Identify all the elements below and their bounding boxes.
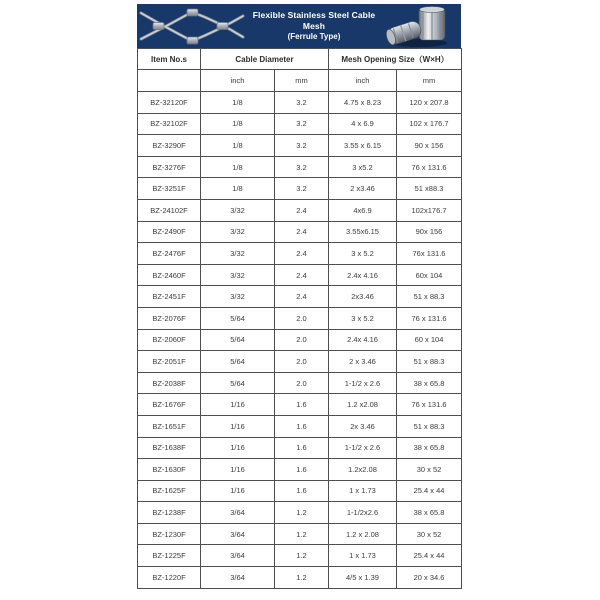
mesh-mm-cell: 90x 156 [397, 221, 462, 243]
ferrule-photo-icon [381, 4, 461, 48]
table-row [138, 221, 462, 243]
mesh-mm-cell: 25.4 x 44 [397, 480, 462, 502]
item-no-cell: BZ-1220F [138, 567, 201, 589]
mesh-inch-cell: 3 x5.2 [329, 156, 397, 178]
item-no-cell: BZ-1230F [138, 523, 201, 545]
table-row [138, 264, 462, 286]
subheader-mesh-mm: mm [397, 70, 462, 92]
item-no-cell: BZ-2051F [138, 351, 201, 373]
header-mesh-opening: Mesh Opening Size（W×H） [329, 49, 462, 70]
item-no-cell: BZ-2451F [138, 286, 201, 308]
item-no-cell: BZ-24102F [138, 199, 201, 221]
subheader-cable-inch: inch [201, 70, 275, 92]
product-spec-sheet [137, 4, 461, 589]
cable-mm-cell: 2.4 [275, 243, 329, 265]
table-row [138, 156, 462, 178]
table-row [138, 199, 462, 221]
cable-mm-cell: 2.4 [275, 221, 329, 243]
table-row [138, 394, 462, 416]
banner-title-line2: (Ferrule Type) [287, 32, 341, 42]
table-row [138, 92, 462, 114]
cable-mm-cell: 3.2 [275, 135, 329, 157]
cable-mm-cell: 2.0 [275, 307, 329, 329]
cable-inch-cell: 3/32 [201, 221, 275, 243]
cable-inch-cell: 1/16 [201, 480, 275, 502]
mesh-mm-cell: 38 x 65.8 [397, 437, 462, 459]
table-row [138, 459, 462, 481]
header-cable-diameter: Cable Diameter [201, 49, 329, 70]
mesh-mm-cell: 60 x 104 [397, 329, 462, 351]
table-body [138, 92, 462, 589]
item-no-cell: BZ-1651F [138, 415, 201, 437]
cable-inch-cell: 1/8 [201, 135, 275, 157]
cable-mm-cell: 1.6 [275, 394, 329, 416]
mesh-inch-cell: 4/5 x 1.39 [329, 567, 397, 589]
table-row [138, 567, 462, 589]
mesh-mm-cell: 30 x 52 [397, 459, 462, 481]
cable-mm-cell: 2.0 [275, 329, 329, 351]
item-no-cell: BZ-2076F [138, 307, 201, 329]
item-no-cell: BZ-1630F [138, 459, 201, 481]
mesh-mm-cell: 102x176.7 [397, 199, 462, 221]
cable-inch-cell: 1/16 [201, 459, 275, 481]
table-row [138, 502, 462, 524]
cable-inch-cell: 1/16 [201, 415, 275, 437]
mesh-mm-cell: 51 x 88.3 [397, 286, 462, 308]
mesh-mm-cell: 76 x 131.6 [397, 156, 462, 178]
item-no-cell: BZ-1625F [138, 480, 201, 502]
table-row [138, 178, 462, 200]
cable-mm-cell: 1.6 [275, 415, 329, 437]
cable-mm-cell: 1.2 [275, 545, 329, 567]
table-row [138, 243, 462, 265]
item-no-cell: BZ-2038F [138, 372, 201, 394]
mesh-inch-cell: 4 x 6.9 [329, 113, 397, 135]
cable-inch-cell: 1/16 [201, 394, 275, 416]
mesh-mm-cell: 60x 104 [397, 264, 462, 286]
cable-mm-cell: 2.0 [275, 351, 329, 373]
mesh-inch-cell: 2 x3.46 [329, 178, 397, 200]
mesh-mm-cell: 102 x 176.7 [397, 113, 462, 135]
cable-mm-cell: 2.4 [275, 199, 329, 221]
banner-title-line1: Flexible Stainless Steel Cable Mesh [252, 10, 376, 32]
mesh-mm-cell: 20 x 34.6 [397, 567, 462, 589]
cable-inch-cell: 5/64 [201, 307, 275, 329]
item-no-cell: BZ-3276F [138, 156, 201, 178]
cable-inch-cell: 1/8 [201, 92, 275, 114]
table-row [138, 135, 462, 157]
table-row [138, 113, 462, 135]
banner [137, 4, 461, 48]
banner-title [247, 9, 381, 42]
cable-inch-cell: 3/64 [201, 502, 275, 524]
cable-inch-cell: 3/32 [201, 264, 275, 286]
mesh-inch-cell: 3 x 5.2 [329, 307, 397, 329]
cable-inch-cell: 3/32 [201, 243, 275, 265]
mesh-inch-cell: 1.2 x 2.08 [329, 523, 397, 545]
mesh-inch-cell: 1.2 x2.08 [329, 394, 397, 416]
cable-mm-cell: 3.2 [275, 178, 329, 200]
subheader-cable-mm: mm [275, 70, 329, 92]
mesh-inch-cell: 1-1/2 x 2.6 [329, 437, 397, 459]
cable-mm-cell: 1.6 [275, 437, 329, 459]
mesh-mm-cell: 25.4 x 44 [397, 545, 462, 567]
mesh-mm-cell: 51 x 88.3 [397, 351, 462, 373]
table-row [138, 480, 462, 502]
cable-mm-cell: 1.2 [275, 502, 329, 524]
mesh-inch-cell: 3.55 x 6.15 [329, 135, 397, 157]
table-header [138, 49, 462, 92]
item-no-cell: BZ-3251F [138, 178, 201, 200]
spec-table [137, 48, 462, 589]
item-no-cell: BZ-1225F [138, 545, 201, 567]
mesh-inch-cell: 1 x 1.73 [329, 545, 397, 567]
cable-mesh-icon [137, 4, 247, 48]
cable-inch-cell: 3/32 [201, 286, 275, 308]
table-row [138, 437, 462, 459]
mesh-mm-cell: 30 x 52 [397, 523, 462, 545]
cable-inch-cell: 1/16 [201, 437, 275, 459]
cable-inch-cell: 3/64 [201, 567, 275, 589]
mesh-inch-cell: 1 x 1.73 [329, 480, 397, 502]
cable-inch-cell: 5/64 [201, 329, 275, 351]
table-row [138, 351, 462, 373]
item-no-cell: BZ-2460F [138, 264, 201, 286]
item-no-cell: BZ-2476F [138, 243, 201, 265]
subheader-mesh-inch: inch [329, 70, 397, 92]
mesh-inch-cell: 1.2x2.08 [329, 459, 397, 481]
mesh-inch-cell: 1-1/2x2.6 [329, 502, 397, 524]
cable-mm-cell: 1.6 [275, 459, 329, 481]
cable-mm-cell: 3.2 [275, 113, 329, 135]
item-no-cell: BZ-32120F [138, 92, 201, 114]
table-row [138, 307, 462, 329]
item-no-cell: BZ-2060F [138, 329, 201, 351]
cable-inch-cell: 1/8 [201, 113, 275, 135]
cable-mm-cell: 1.2 [275, 567, 329, 589]
item-no-cell: BZ-32102F [138, 113, 201, 135]
cable-mm-cell: 3.2 [275, 92, 329, 114]
mesh-mm-cell: 120 x 207.8 [397, 92, 462, 114]
cable-inch-cell: 5/64 [201, 351, 275, 373]
mesh-mm-cell: 90 x 156 [397, 135, 462, 157]
mesh-inch-cell: 2x3.46 [329, 286, 397, 308]
mesh-inch-cell: 2x 3.46 [329, 415, 397, 437]
cable-mm-cell: 2.4 [275, 286, 329, 308]
header-empty-cell [138, 70, 201, 92]
item-no-cell: BZ-1676F [138, 394, 201, 416]
mesh-mm-cell: 76 x 131.6 [397, 394, 462, 416]
cable-inch-cell: 3/64 [201, 523, 275, 545]
mesh-mm-cell: 38 x 65.8 [397, 372, 462, 394]
mesh-inch-cell: 1-1/2 x 2.6 [329, 372, 397, 394]
cable-mm-cell: 3.2 [275, 156, 329, 178]
mesh-inch-cell: 2.4x 4.16 [329, 264, 397, 286]
table-row [138, 286, 462, 308]
mesh-mm-cell: 76x 131.6 [397, 243, 462, 265]
mesh-mm-cell: 38 x 65.8 [397, 502, 462, 524]
item-no-cell: BZ-3290F [138, 135, 201, 157]
table-row [138, 545, 462, 567]
item-no-cell: BZ-1238F [138, 502, 201, 524]
cable-inch-cell: 3/32 [201, 199, 275, 221]
mesh-inch-cell: 4.75 x 8.23 [329, 92, 397, 114]
cable-mm-cell: 2.4 [275, 264, 329, 286]
mesh-inch-cell: 3.55x6.15 [329, 221, 397, 243]
mesh-inch-cell: 4x6.9 [329, 199, 397, 221]
cable-inch-cell: 1/8 [201, 178, 275, 200]
cable-mm-cell: 1.2 [275, 523, 329, 545]
mesh-inch-cell: 3 x 5.2 [329, 243, 397, 265]
mesh-inch-cell: 2.4x 4.16 [329, 329, 397, 351]
item-no-cell: BZ-2490F [138, 221, 201, 243]
cable-inch-cell: 3/64 [201, 545, 275, 567]
mesh-mm-cell: 76 x 131.6 [397, 307, 462, 329]
table-row [138, 372, 462, 394]
cable-mm-cell: 2.0 [275, 372, 329, 394]
table-row [138, 523, 462, 545]
header-item-no: Item No.s [138, 49, 201, 70]
table-row [138, 415, 462, 437]
cable-inch-cell: 1/8 [201, 156, 275, 178]
item-no-cell: BZ-1638F [138, 437, 201, 459]
mesh-mm-cell: 51 x88.3 [397, 178, 462, 200]
mesh-mm-cell: 51 x 88.3 [397, 415, 462, 437]
cable-mm-cell: 1.6 [275, 480, 329, 502]
table-row [138, 329, 462, 351]
mesh-inch-cell: 2 x 3.46 [329, 351, 397, 373]
cable-inch-cell: 5/64 [201, 372, 275, 394]
